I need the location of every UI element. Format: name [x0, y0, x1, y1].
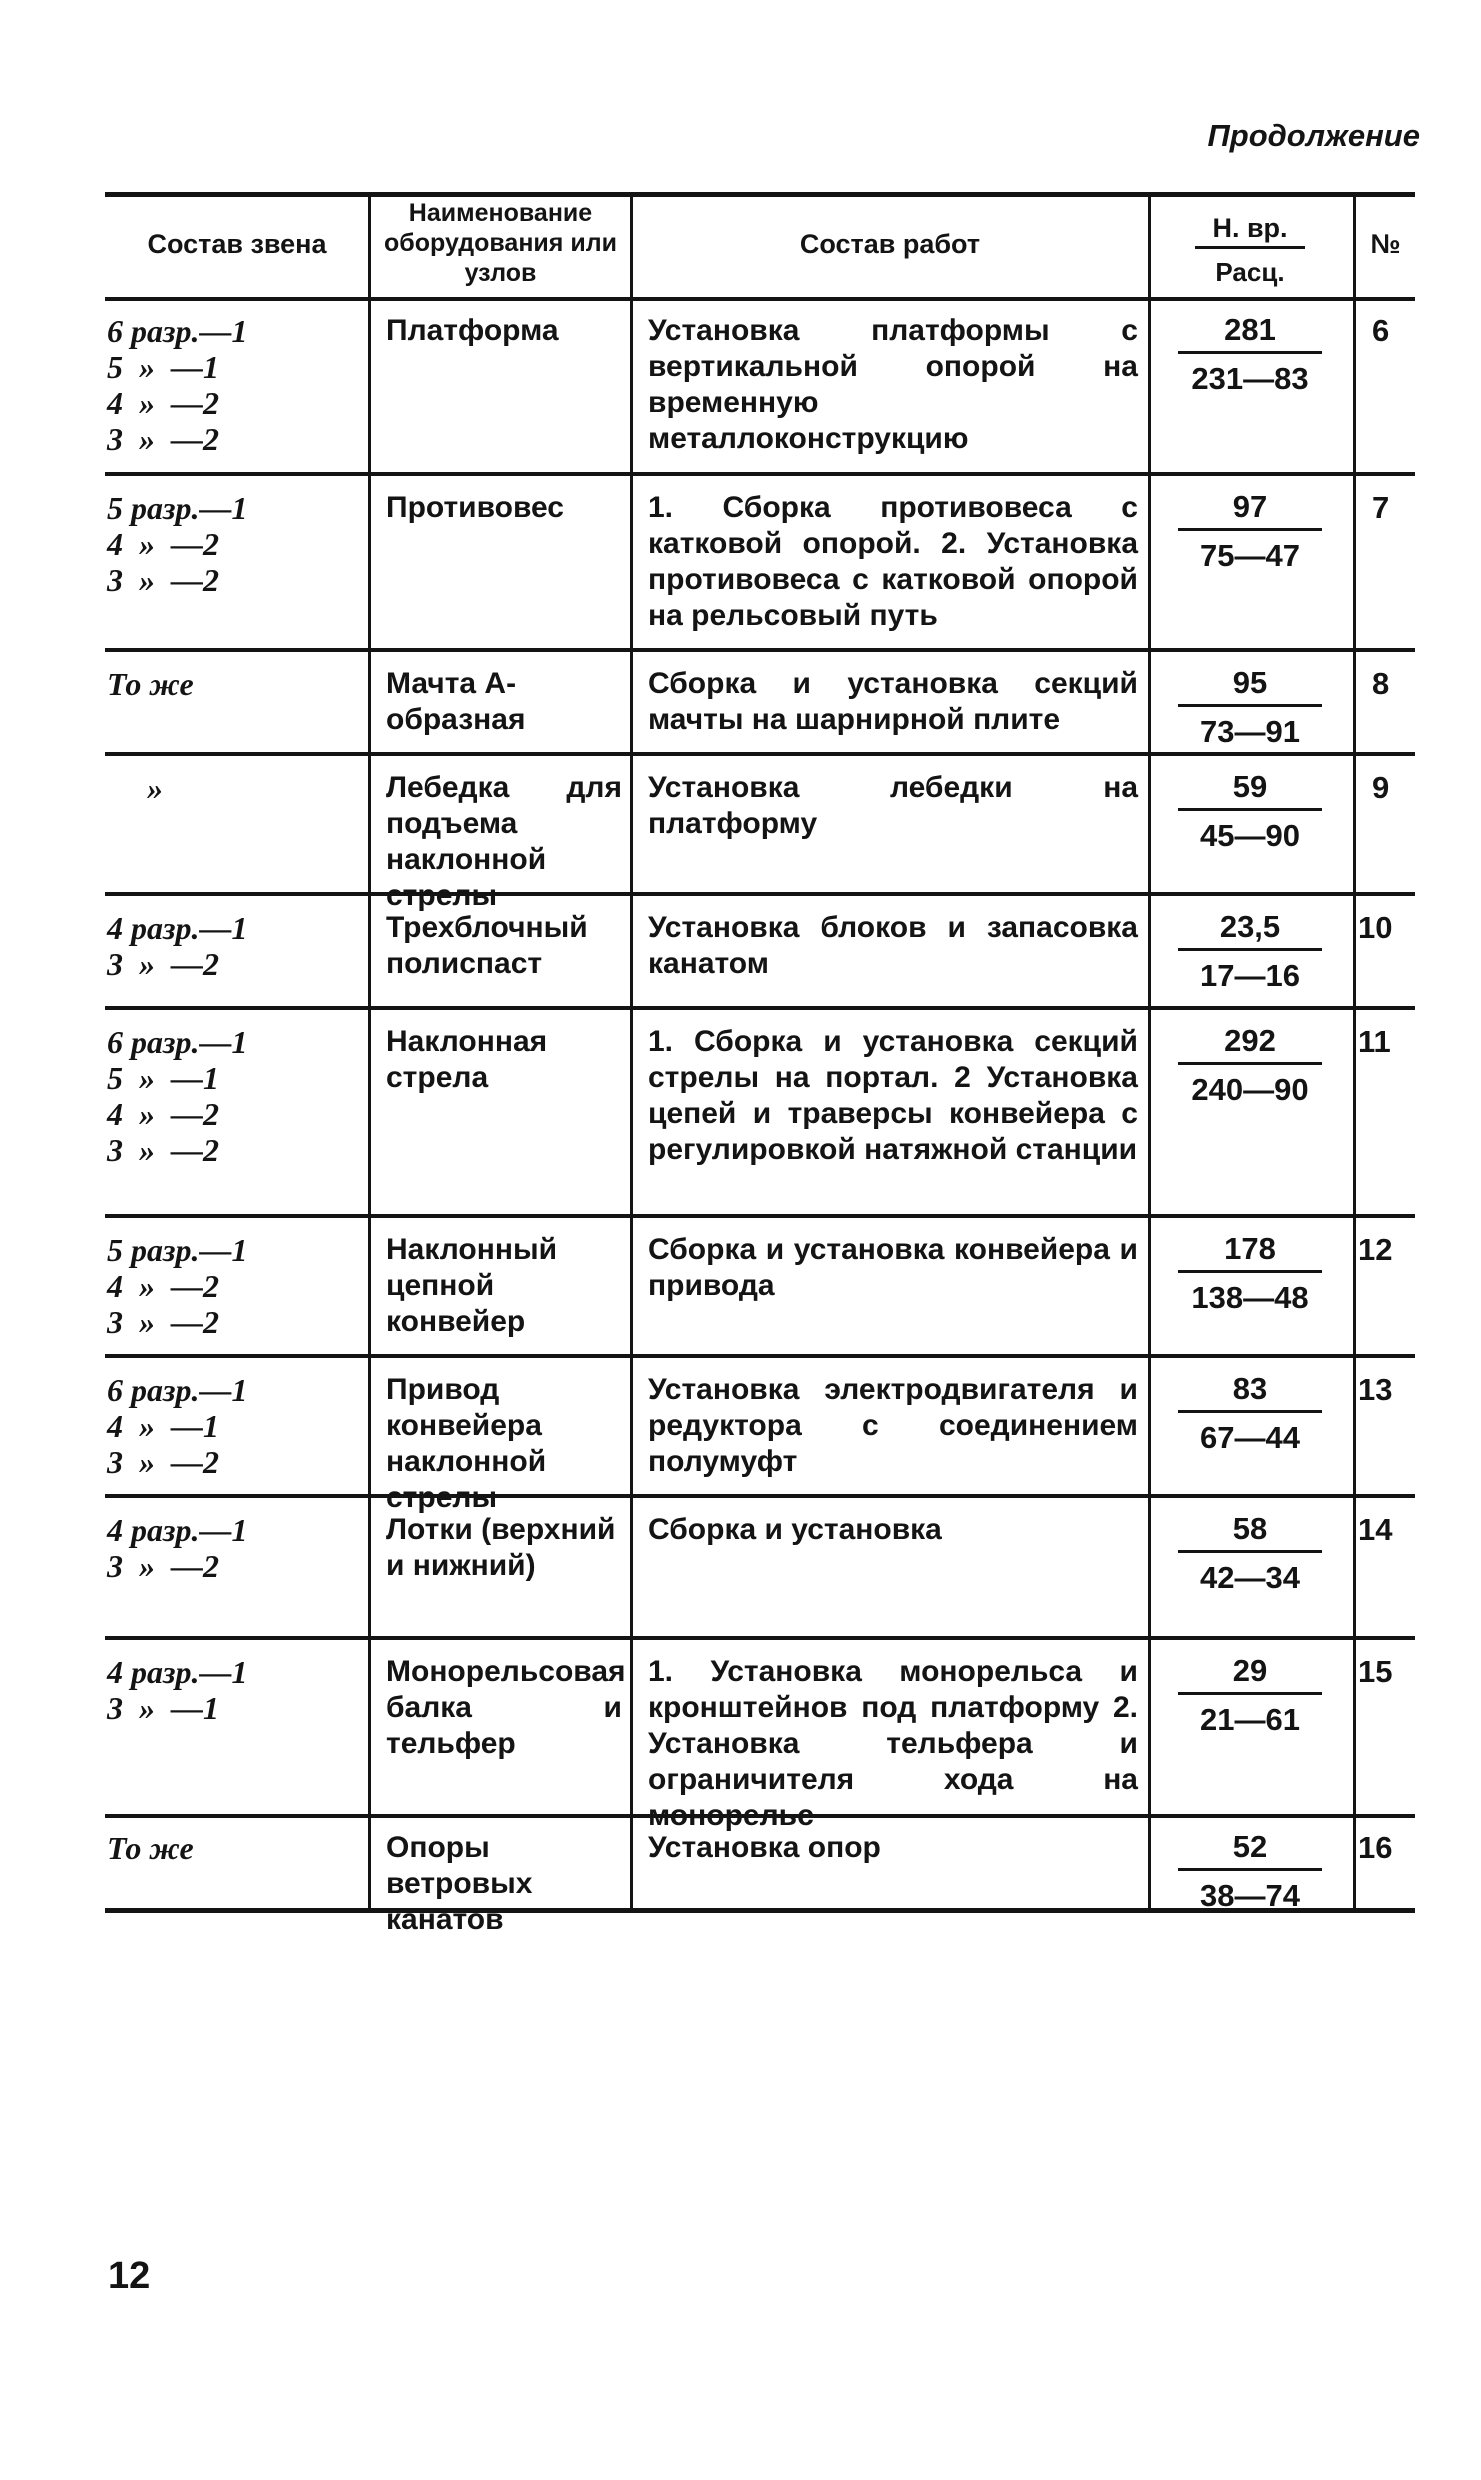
- work-description: Сборка и установка секций мачты на шарнирной плите: [648, 667, 1138, 736]
- work-description: Установка блоков и запасовка канатом: [648, 911, 1138, 980]
- header-number: №: [1370, 229, 1401, 259]
- header-work: Состав работ: [799, 229, 981, 259]
- norm-rate: [1160, 770, 1340, 853]
- equipment-name: Привод конвейера наклонной стрелы: [386, 1373, 547, 1514]
- row-number: 15: [1358, 1654, 1393, 1689]
- row-divider: [105, 472, 1415, 476]
- norm-time-value: 97: [1178, 490, 1322, 531]
- norm-time-value: 52: [1178, 1830, 1322, 1871]
- row-number: 13: [1358, 1372, 1393, 1407]
- page-number: 12: [108, 2255, 151, 2297]
- continuation-label: Продолжение: [1207, 118, 1420, 153]
- row-number: 9: [1372, 770, 1390, 805]
- row-divider: [105, 892, 1415, 896]
- norm-rate: [1160, 666, 1340, 749]
- norm-time-value: 23,5: [1178, 910, 1322, 951]
- equipment-name: Лебедка для подъема наклонной стрелы: [386, 771, 622, 912]
- row-divider: [105, 1214, 1415, 1218]
- header-equipment: Наименование оборудования или узлов: [384, 199, 617, 287]
- crew-composition: 5 разр.—1 4 » —2 3 » —2: [107, 490, 248, 598]
- row-divider: [105, 1354, 1415, 1358]
- header-bottom-rule: [105, 297, 1415, 301]
- crew-composition: »: [107, 770, 163, 806]
- work-description: 1. Сборка противовеса с катковой опорой. 2. Установка противовеса с катковой опорой на рельсовый путь: [648, 491, 1138, 632]
- norm-time-value: 292: [1178, 1024, 1322, 1065]
- column-divider: [630, 192, 633, 1912]
- norm-time-value: 58: [1178, 1512, 1322, 1553]
- row-number: 11: [1358, 1024, 1391, 1059]
- column-divider: [1148, 192, 1151, 1912]
- norm-time-value: 281: [1178, 313, 1322, 354]
- rate-value: 21—61: [1200, 1702, 1300, 1737]
- norm-time-value: 29: [1178, 1654, 1322, 1695]
- rate-value: 17—16: [1200, 958, 1300, 993]
- norm-rate: [1160, 1830, 1340, 1913]
- rate-value: 38—74: [1200, 1878, 1300, 1913]
- norm-time-value: 178: [1178, 1232, 1322, 1273]
- header-norm-time: Н. вр.: [1195, 214, 1305, 249]
- row-number: 8: [1372, 666, 1390, 701]
- work-description: Сборка и установка: [648, 1513, 942, 1546]
- norm-rate: [1160, 1512, 1340, 1595]
- crew-composition: 4 разр.—1 3 » —1: [107, 1654, 248, 1726]
- crew-composition: То же: [107, 1830, 194, 1866]
- work-description: 1. Сборка и установка секций стрелы на портал. 2 Установка цепей и траверсы конвейера с регулировкой натяжной станции: [648, 1025, 1138, 1166]
- header-crew: Состав звена: [147, 229, 327, 259]
- norm-rate: [1160, 1654, 1340, 1737]
- row-number: 16: [1358, 1830, 1393, 1865]
- row-divider: [105, 752, 1415, 756]
- rate-value: 231—83: [1191, 361, 1309, 396]
- row-number: 7: [1372, 490, 1390, 525]
- equipment-name: Наклонная стрела: [386, 1025, 548, 1094]
- equipment-name: Противовес: [386, 491, 564, 524]
- crew-composition: 4 разр.—1 3 » —2: [107, 1512, 248, 1584]
- equipment-name: Платформа: [386, 314, 559, 347]
- work-description: Установка лебедки на платформу: [648, 771, 1138, 840]
- row-number: 6: [1372, 313, 1390, 348]
- row-divider: [105, 1636, 1415, 1640]
- equipment-name: Опоры ветровых канатов: [386, 1831, 533, 1936]
- norm-rate: [1160, 1372, 1340, 1455]
- table-top-rule: [105, 192, 1415, 197]
- equipment-name: Монорельсовая балка и тельфер: [386, 1655, 626, 1760]
- rate-value: 42—34: [1200, 1560, 1300, 1595]
- rate-value: 240—90: [1191, 1072, 1309, 1107]
- equipment-name: Трехблочный полиспаст: [386, 911, 588, 980]
- norm-rate: [1160, 1024, 1340, 1107]
- crew-composition: То же: [107, 666, 194, 702]
- rate-value: 67—44: [1200, 1420, 1300, 1455]
- work-description: Установка платформы с вертикальной опорой на временную металлоконструкцию: [648, 314, 1138, 455]
- row-divider: [105, 1006, 1415, 1010]
- crew-composition: 6 разр.—1 5 » —1 4 » —2 3 » —2: [107, 313, 248, 457]
- work-description: Сборка и установка конвейера и привода: [648, 1233, 1138, 1302]
- norm-time-value: 95: [1178, 666, 1322, 707]
- row-number: 14: [1358, 1512, 1393, 1547]
- rate-value: 138—48: [1191, 1280, 1309, 1315]
- norm-rate: [1160, 313, 1340, 396]
- row-number: 10: [1358, 910, 1393, 945]
- column-divider: [368, 192, 371, 1912]
- norm-rate: [1160, 910, 1340, 993]
- equipment-name: Мачта А-образная: [386, 667, 526, 736]
- row-divider: [105, 648, 1415, 652]
- work-description: Установка электродвигателя и редуктора с соединением полумуфт: [648, 1373, 1138, 1478]
- equipment-name: Наклонный цепной конвейер: [386, 1233, 558, 1338]
- crew-composition: 4 разр.—1 3 » —2: [107, 910, 248, 982]
- row-divider: [105, 1494, 1415, 1498]
- column-divider: [1353, 192, 1356, 1912]
- header-rate: Расц.: [1215, 257, 1285, 287]
- rate-value: 75—47: [1200, 538, 1300, 573]
- row-number: 12: [1358, 1232, 1393, 1267]
- norm-time-value: 83: [1178, 1372, 1322, 1413]
- rate-value: 45—90: [1200, 818, 1300, 853]
- norm-rate: [1160, 1232, 1340, 1315]
- work-description: 1. Установка монорельса и кронштейнов под платформу 2. Установка тельфера и ограничителя хода на монорельс: [648, 1655, 1138, 1832]
- crew-composition: 6 разр.—1 4 » —1 3 » —2: [107, 1372, 248, 1480]
- norm-time-value: 59: [1178, 770, 1322, 811]
- norm-rate: [1160, 490, 1340, 573]
- equipment-name: Лотки (верхний и нижний): [386, 1513, 616, 1582]
- crew-composition: 5 разр.—1 4 » —2 3 » —2: [107, 1232, 248, 1340]
- work-description: Установка опор: [648, 1831, 881, 1864]
- crew-composition: 6 разр.—1 5 » —1 4 » —2 3 » —2: [107, 1024, 248, 1168]
- rate-value: 73—91: [1200, 714, 1300, 749]
